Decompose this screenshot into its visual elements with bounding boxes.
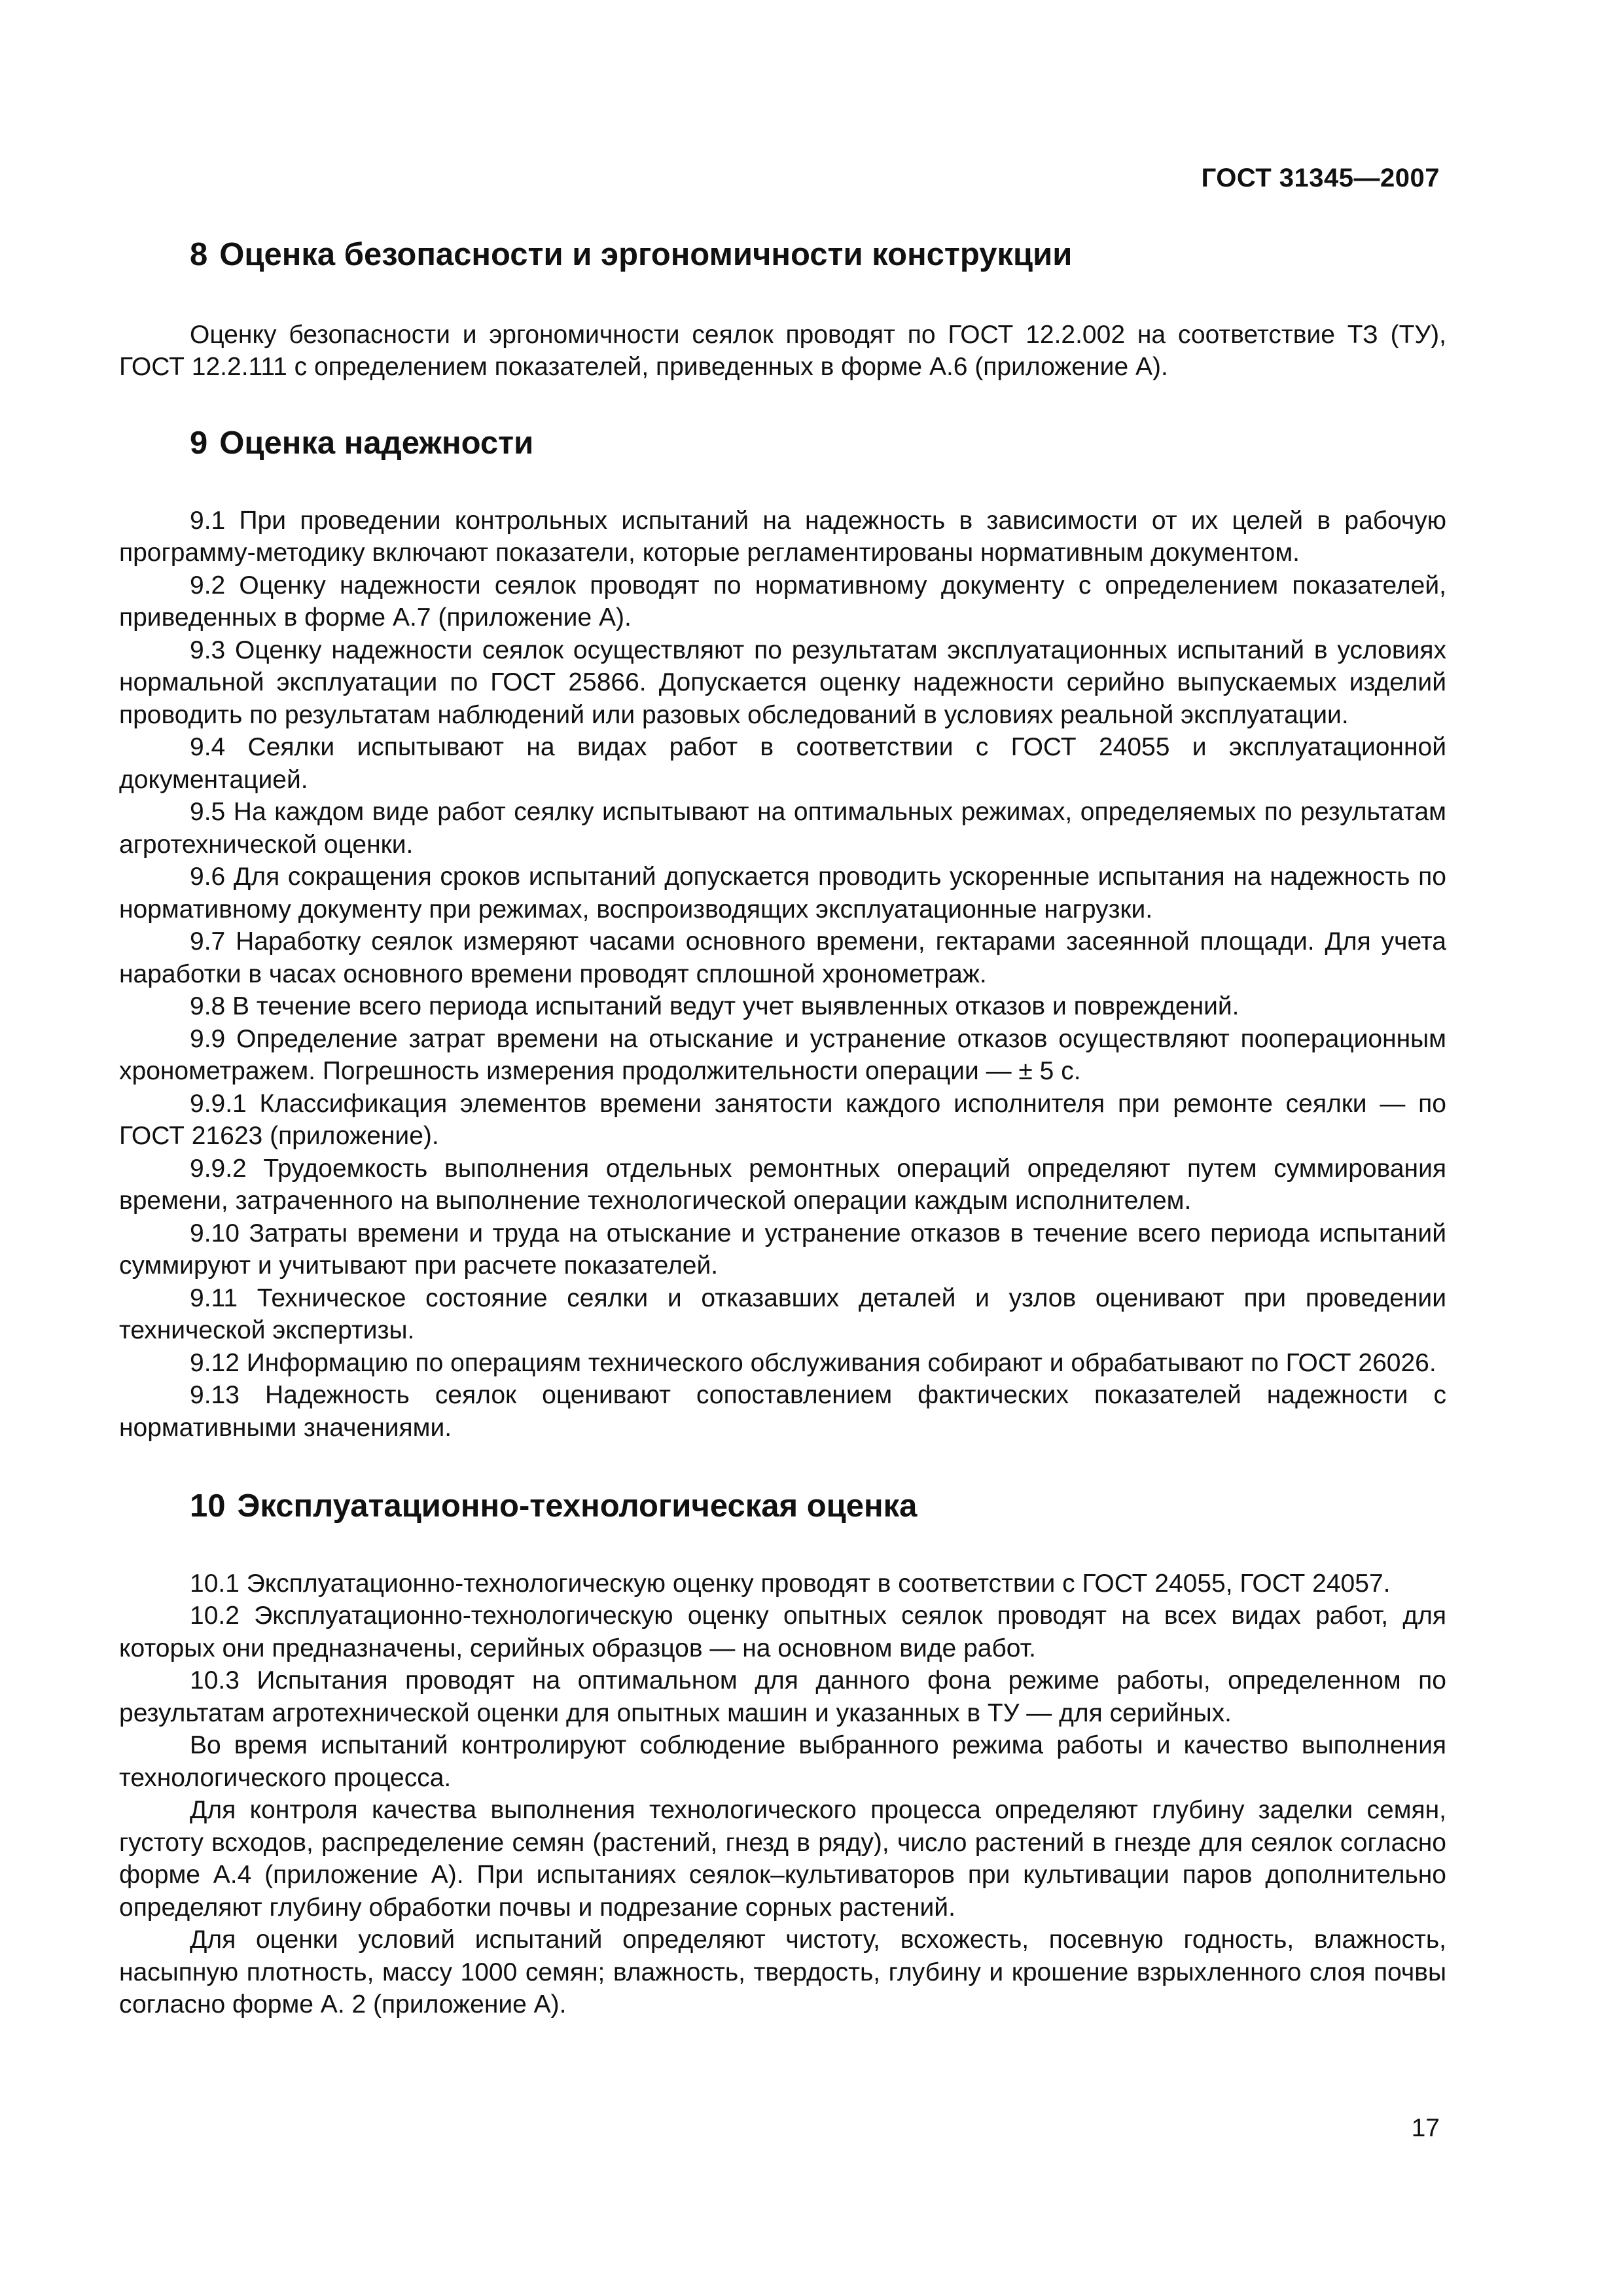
clause-9-12: 9.12 Информацию по операциям технического обслуживания собирают и обрабатывают по ГОСТ 26026. [190, 1348, 1436, 1377]
section-10-heading [119, 1487, 1446, 1526]
clause-9-2: 9.2 Оценку надежности сеялок проводят по нормативному документу с определением показателей, приведенных в форме А.7 (приложение А). [119, 571, 1446, 632]
document-code: ГОСТ 31345—2007 [1201, 164, 1440, 192]
paragraph-process-control: Во время испытаний контролируют соблюдение выбранного режима работы и качество выполнения технологического процесса. [119, 1731, 1446, 1792]
clause-9-7: 9.7 Наработку сеялок измеряют часами основного времени, гектарами засеянной площади. Для учета наработки в часах основного времени проводят сплошной хронометраж. [119, 927, 1446, 988]
clause-9-3: 9.3 Оценку надежности сеялок осуществляют по результатам эксплуатационных испытаний в условиях нормальной эксплуатации по ГОСТ 25866. Допускается оценку надежности серийно выпускаемых изделий проводить по результатам наблюдений или разовых обследований в условиях реальной эксплуатации. [119, 636, 1446, 729]
section-9-number: 9 [190, 425, 208, 461]
clause-9-1: 9.1 При проведении контрольных испытаний на надежность в зависимости от их целей в рабочую программу-методику включают показатели, которые регламентированы нормативным документом. [119, 506, 1446, 567]
clause-9-8: 9.8 В течение всего периода испытаний ведут учет выявленных отказов и повреждений. [190, 992, 1240, 1021]
clause-9-10: 9.10 Затраты времени и труда на отыскание и устранение отказов в течение всего периода испытаний суммируют и учитывают при расчете показателей. [119, 1219, 1446, 1280]
section-8-title: Оценка безопасности и эргономичности конструкции [219, 237, 1073, 272]
section-10-number: 10 [190, 1488, 226, 1524]
section-8-number: 8 [190, 237, 208, 272]
clause-10-2: 10.2 Эксплуатационно-технологическую оценку опытных сеялок проводят на всех видах работ, для которых они предназначены, серийных образцов — на основном виде работ. [119, 1602, 1446, 1662]
clause-9-6: 9.6 Для сокращения сроков испытаний допускается проводить ускоренные испытания на надежность по нормативному документу при режимах, воспроизводящих эксплуатационные нагрузки. [119, 863, 1446, 924]
clause-9-9: 9.9 Определение затрат времени на отыскание и устранение отказов осуществляют пооперационным хронометражем. Погрешность измерения продолжительности операции — ± 5 с. [119, 1024, 1446, 1086]
clause-9-9-1: 9.9.1 Классификация элементов времени занятости каждого исполнителя при ремонте сеялки — по ГОСТ 21623 (приложение). [119, 1089, 1446, 1151]
clause-9-13: 9.13 Надежность сеялок оценивают сопоставлением фактических показателей надежности с нормативными значениями. [119, 1381, 1446, 1442]
section-10-paragraphs [119, 1568, 1446, 2021]
clause-9-5: 9.5 На каждом виде работ сеялку испытывают на оптимальных режимах, определяемых по результатам агротехнической оценки. [119, 798, 1446, 859]
clause-9-4: 9.4 Сеялки испытывают на видах работ в соответствии с ГОСТ 24055 и эксплуатационной документацией. [119, 733, 1446, 794]
section-8-heading [119, 236, 1446, 274]
paragraph-test-conditions: Для оценки условий испытаний определяют чистоту, всхожесть, посевную годность, влажность, насыпную плотность, массу 1000 семян; влажность, твердость, глубину и крошение взрыхленного слоя почвы согласно форме А. 2 (приложение А). [119, 1926, 1446, 2019]
clause-9-11: 9.11 Техническое состояние сеялки и отказавших деталей и узлов оценивают при проведении технической экспертизы. [119, 1283, 1446, 1345]
section-8-paragraph: Оценку безопасности и эргономичности сеялок проводят по ГОСТ 12.2.002 на соответствие ТЗ (ТУ), ГОСТ 12.2.111 с определением показателей, приведенных в форме А.6 (приложение А). [119, 320, 1446, 382]
paragraph-quality-control: Для контроля качества выполнения технологического процесса определяют глубину заделки семян, густоту всходов, распределение семян (растений, гнезд в ряду), число растений в гнезде для сеялок согласно форме А.4 (приложение А). При испытаниях сеялок–культиваторов при культивации паров дополнительно определяют глубину обработки почвы и подрезание сорных растений. [119, 1796, 1446, 1922]
clause-9-9-2: 9.9.2 Трудоемкость выполнения отдельных ремонтных операций определяют путем суммирования времени, затраченного на выполнение технологической операции каждым исполнителем. [119, 1154, 1446, 1215]
page-content [119, 224, 1446, 2021]
clause-10-3: 10.3 Испытания проводят на оптимальном для данного фона режиме работы, определенном по результатам агротехнической оценки для опытных машин и указанных в ТУ — для серийных. [119, 1666, 1446, 1727]
clause-10-1: 10.1 Эксплуатационно-технологическую оценку проводят в соответствии с ГОСТ 24055, ГОСТ 24057. [190, 1569, 1391, 1598]
page-number: 17 [1411, 2114, 1440, 2142]
section-9-paragraphs [119, 505, 1446, 1444]
section-9-heading [119, 424, 1446, 463]
section-9-title: Оценка надежности [219, 425, 534, 461]
section-10-title: Эксплуатационно-технологическая оценка [237, 1488, 918, 1524]
